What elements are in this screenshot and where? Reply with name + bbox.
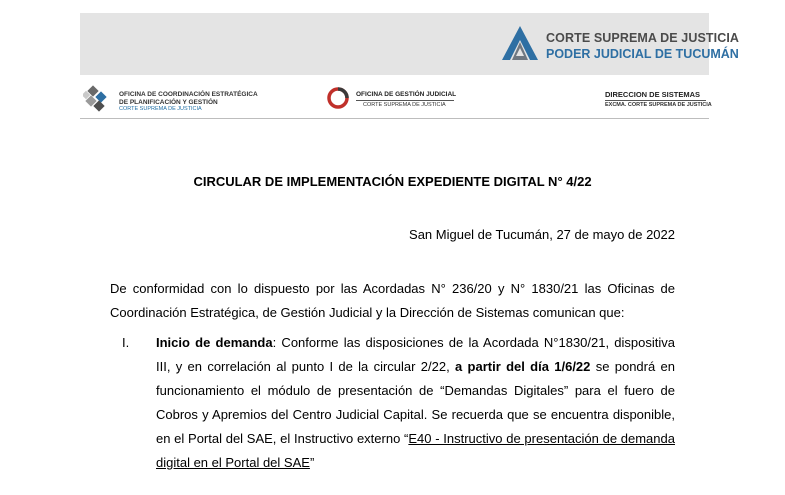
office1-sub: CORTE SUPREMA DE JUSTICIA [119,106,202,112]
office2-divider [356,100,454,101]
office1-line2: DE PLANIFICACIÓN Y GESTIÓN [119,98,218,106]
office-systems [605,90,712,109]
office3-sub: EXCMA. CORTE SUPREMA DE JUSTICIA [605,102,712,108]
office3-divider [605,100,706,101]
office1-line1: OFICINA DE COORDINACIÓN ESTRATÉGICA [119,91,258,98]
court-name [546,31,739,61]
document-title: CIRCULAR DE IMPLEMENTACIÓN EXPEDIENTE DIGITAL N° 4/22 [193,174,592,189]
court-name-line2: PODER JUDICIAL DE TUCUMÁN [546,47,739,61]
header-divider [80,118,709,119]
item-text-a: : Conforme las disposiciones de la Acordada N°1830/21, dispositiva III, y en correlación al punto I de la circular 2/22, [156,335,675,374]
ring-icon [326,86,350,110]
item-text-c: ” [309,455,315,470]
court-name-line1: CORTE SUPREMA DE JUSTICIA [546,31,740,45]
document-date: San Miguel de Tucumán, 27 de mayo de 2022 [409,227,675,242]
offices-row [80,80,712,118]
puzzle-cubes-icon [83,85,111,113]
office2-sub: CORTE SUPREMA DE JUSTICIA [363,102,446,108]
office2-line1: OFICINA DE GESTIÓN JUDICIAL [356,91,457,98]
court-logo-icon [500,24,540,62]
item-bold-date: a partir del día 1/6/22 [455,359,591,374]
header-banner [80,13,740,75]
item-number: I. [122,335,130,350]
office3-line1: DIRECCION DE SISTEMAS [605,90,701,99]
instructivo-link[interactable]: E40 - Instructivo de presentación de demanda digital en el Portal del SAE [156,431,675,470]
intro-paragraph: De conformidad con lo dispuesto por las Acordadas N° 236/20 y N° 1830/21 las Oficinas de Coordinación Estratégica, de Gestión Judicial y la Dirección de Sistemas comunican que: [110,281,675,320]
item-heading: Inicio de demanda [156,335,273,350]
item-paragraph [156,331,675,475]
item-text-b: se pondrá en funcionamiento el módulo de presentación de “Demandas Digitales” para el fuero de Cobros y Apremios del Centro Judicial Capital. Se recuerda que se encuentra disponible, en el Portal del SAE, el Instructivo externo “ [156,359,675,446]
